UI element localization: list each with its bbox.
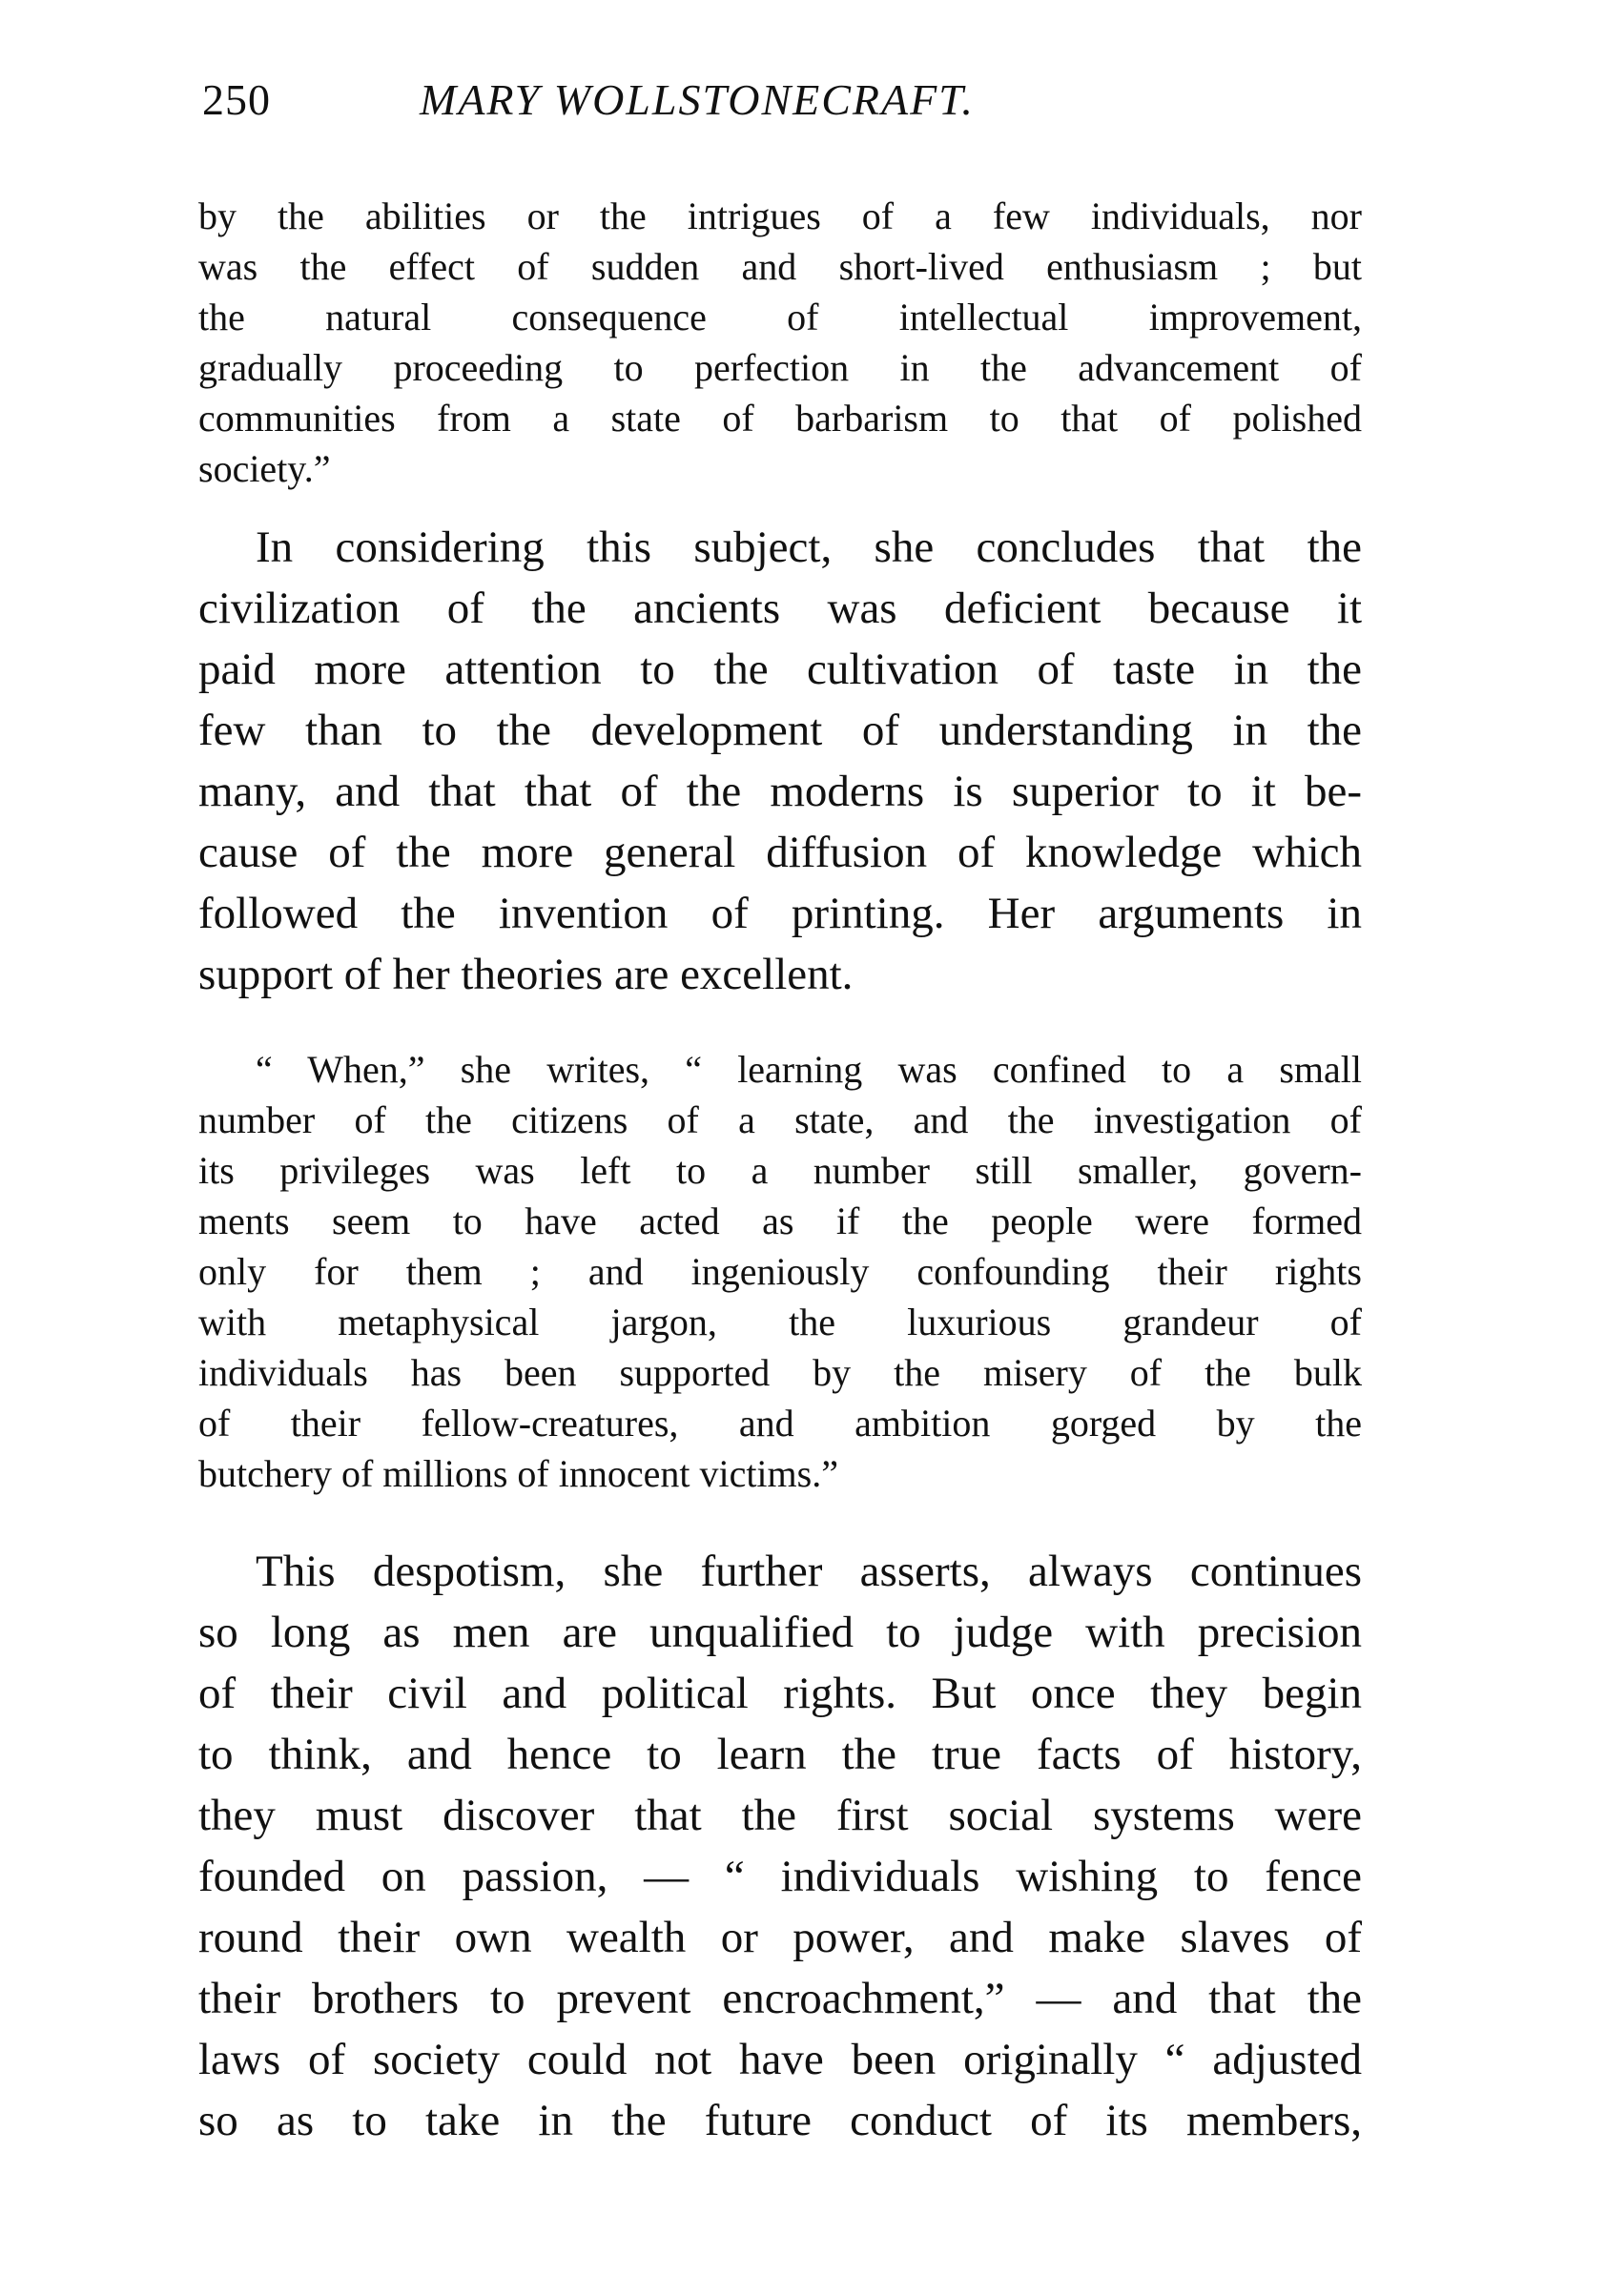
text-line: their brothers to prevent encroachment,” — and that the [198,1974,1362,2023]
text-line: so as to take in the future conduct of its members, [198,2096,1362,2145]
text-line: In considering this subject, she concludes that the [256,523,1362,572]
text-line: paid more attention to the cultivation of taste in the [198,645,1362,694]
text-line: individuals has been supported by the misery of the bulk [198,1351,1362,1394]
text-line: “ When,” she writes, “ learning was confined to a small [256,1048,1362,1091]
text-line: few than to the development of understanding in the [198,706,1362,755]
text-line: its privileges was left to a number still smaller, govern- [198,1149,1362,1192]
text-line: laws of society could not have been originally “ adjusted [198,2035,1362,2084]
text-line: of their fellow-creatures, and ambition gorged by the [198,1402,1362,1445]
text-line: by the abilities or the intrigues of a few individuals, nor [198,195,1362,237]
running-title: MARY WOLLSTONECRAFT. [420,75,975,124]
text-line: was the effect of sudden and short-lived enthusiasm ; but [198,245,1362,288]
text-line: number of the citizens of a state, and the investigation of [198,1098,1362,1141]
text-line: civilization of the ancients was deficient because it [198,584,1362,633]
text-line: they must discover that the first social systems were [198,1791,1362,1840]
text-line: butchery of millions of innocent victims.” [198,1452,838,1495]
text-line: the natural consequence of intellectual improvement, [198,296,1362,338]
text-line: cause of the more general diffusion of knowledge which [198,828,1362,877]
text-line: followed the invention of printing. Her arguments in [198,889,1362,938]
text-line: support of her theories are excellent. [198,950,854,999]
text-line: many, and that that of the moderns is superior to it be- [198,767,1362,816]
text-line: of their civil and political rights. But once they begin [198,1669,1362,1718]
text-line: society.” [198,447,331,490]
text-line: only for them ; and ingeniously confounding their rights [198,1250,1362,1293]
text-line: ments seem to have acted as if the people were formed [198,1199,1362,1242]
text-line: This despotism, she further asserts, always continues [256,1547,1362,1596]
text-line: to think, and hence to learn the true facts of history, [198,1730,1362,1779]
page-number: 250 [202,75,271,124]
text-line: communities from a state of barbarism to that of polished [198,397,1362,440]
text-line: gradually proceeding to perfection in the advancement of [198,346,1362,389]
text-line: round their own wealth or power, and make slaves of [198,1913,1362,1962]
text-line: with metaphysical jargon, the luxurious grandeur of [198,1301,1362,1343]
text-line: founded on passion, — “ individuals wishing to fence [198,1852,1362,1901]
text-line: so long as men are unqualified to judge with precision [198,1608,1362,1657]
